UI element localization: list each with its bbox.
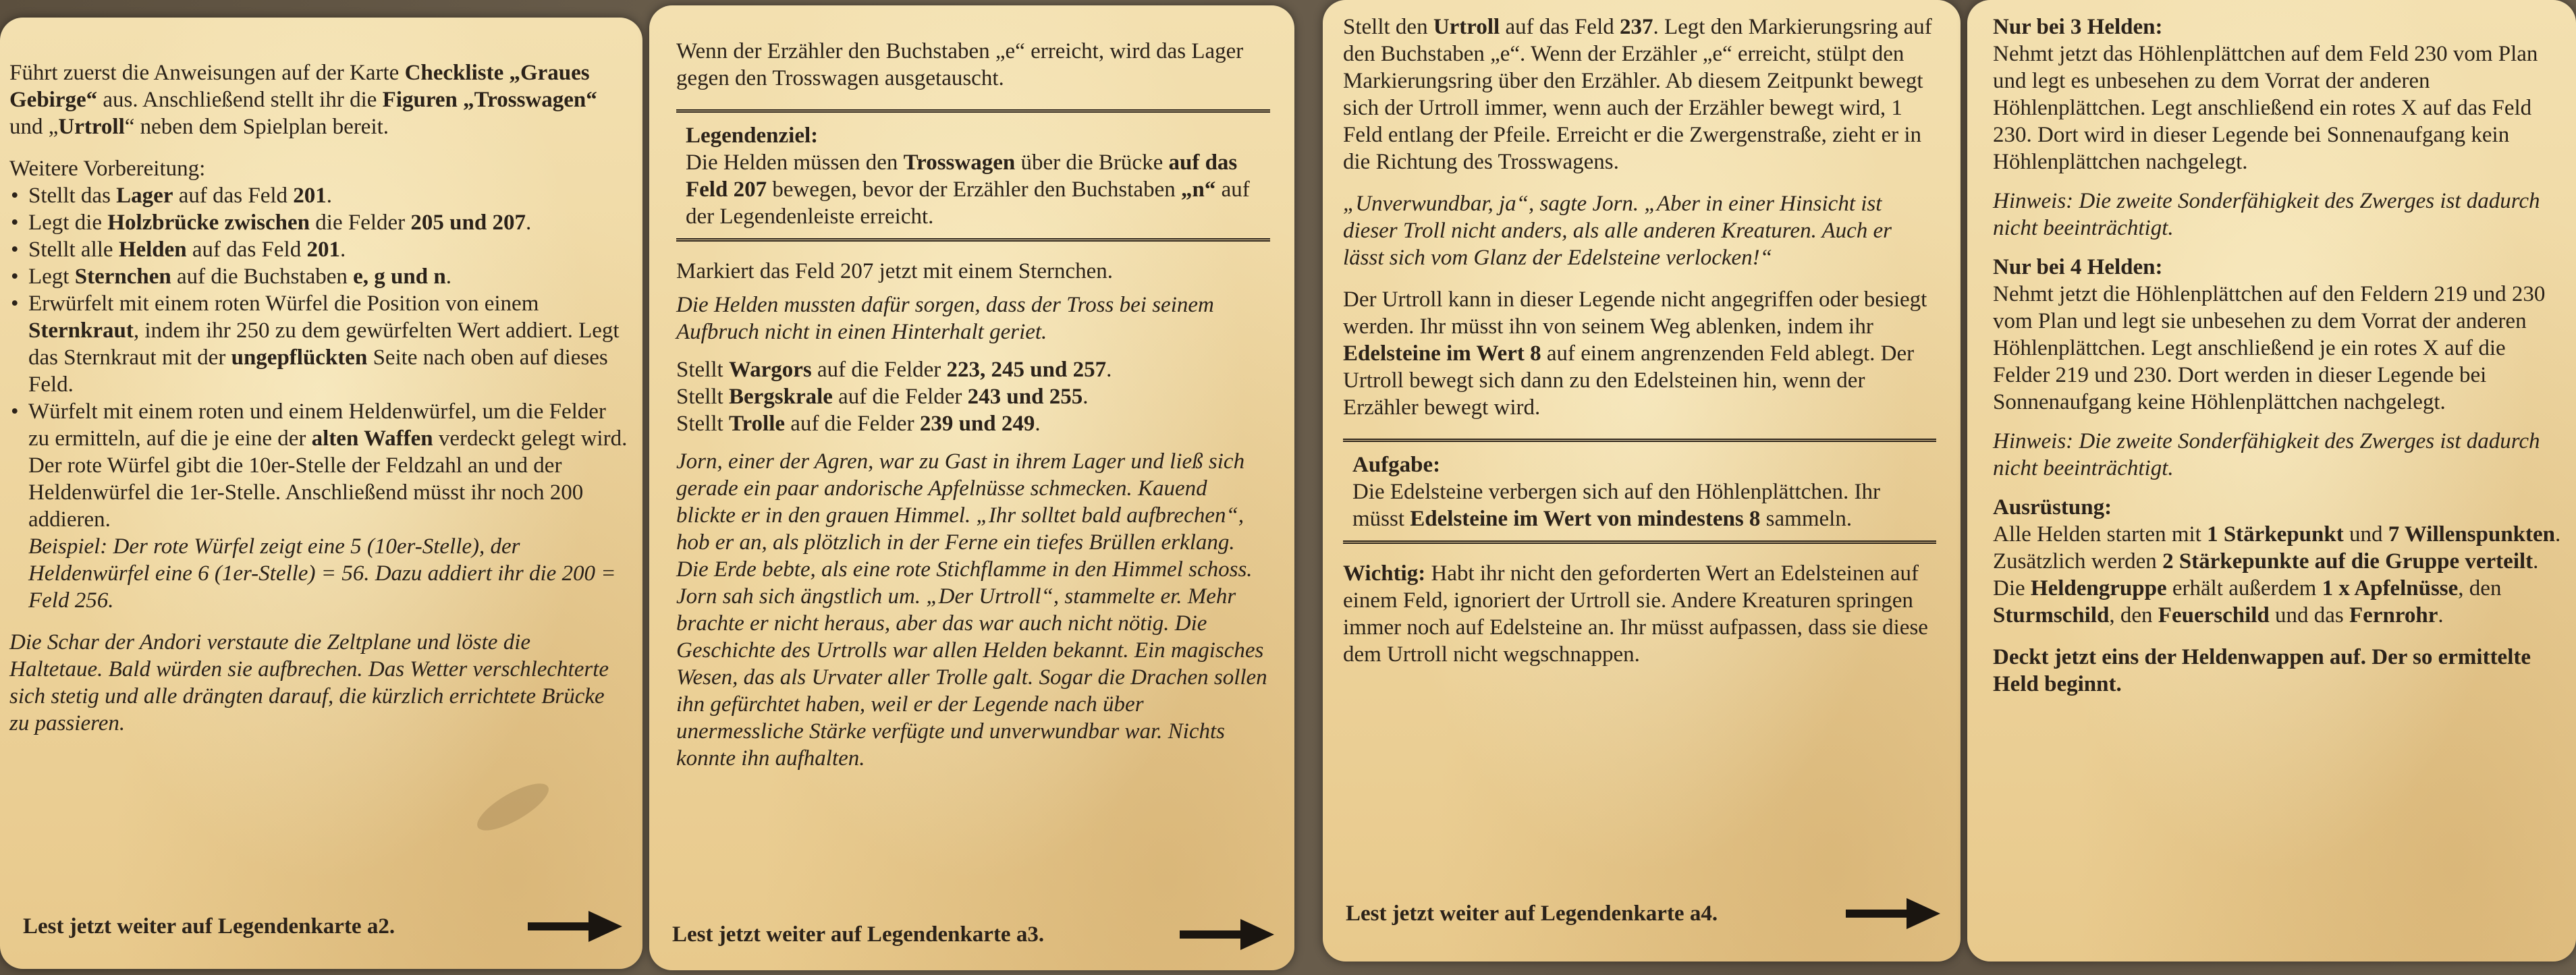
task-box [1343,439,1936,544]
place-line: Stellt Trolle auf die Felder 239 und 249. [676,412,1041,436]
place-line: Stellt Bergskrale auf die Felder 243 und 255. [676,385,1089,409]
four-heroes-heading: Nur bei 4 Helden: [1993,255,2163,279]
legend-card-a3 [1323,0,1961,962]
list-item: • Würfelt mit einem roten und einem Heldenwürfel, um die Felder zu ermitteln, auf die je eine der alten Waffen verdeckt gelegt wird. Der rote Würfel gibt die 10er-Stelle der Feldzahl an und der Heldenwürfel die 1er-Stelle. Anschließend müsst ihr noch 200 addieren. [28,398,629,533]
three-heroes-text: Nehmt jetzt das Höhlenplättchen auf dem Feld 230 vom Plan und legt es unbesehen zu dem Vorrat der anderen Höhlenplättchen. Legt anschließend ein rotes X auf das Feld 230. Dort wird in dieser Legende bei Sonnenaufgang kein Höhlenplättchen nachgelegt. [1993,42,2538,174]
card2-intro: Wenn der Erzähler den Buchstaben „e“ erreicht, wird das Lager gegen den Trosswagen ausgetauscht. [676,39,1244,90]
legend-card-a2 [649,5,1294,970]
card-footer [672,919,1274,950]
start-instruction: Deckt jetzt eins der Heldenwappen auf. Der so ermittelte Held beginnt. [1993,645,2531,696]
story-text: Die Schar der Andori verstaute die Zeltplane und löste die Haltetaue. Bald würden sie aufbrechen. Das Wetter verschlechterte sich stetig und alle drängten darauf, die kürzlich errichtete Brücke zu passieren. [9,630,609,735]
list-item: • Stellt alle Helden auf das Feld 201. [28,236,629,263]
important-text: Wichtig: Habt ihr nicht den geforderten Wert an Edelsteinen auf einem Feld, ignoriert der Urtroll sie. Andere Kreaturen springen immer noch auf Edelsteine an. Ihr müsst aufpassen, dass sie diese dem Urtroll nicht wegschnappen. [1343,561,1928,667]
right-arrow-icon [1846,898,1940,929]
legend-goal-box [676,109,1270,242]
list-item: • Legt die Holzbrücke zwischen die Felder 205 und 207. [28,209,629,236]
task-heading: Aufgabe: [1352,453,1441,477]
italic-text: Die Helden mussten dafür sorgen, dass der Tross bei seinem Aufbruch nicht in einen Hinterhalt geriet. [676,293,1214,344]
wear-mark [471,775,555,839]
task-text: Die Edelsteine verbergen sich auf den Höhlenplättchen. Ihr müsst Edelsteine im Wert von mindestens 8 sammeln. [1352,480,1880,531]
list-item: • Erwürfelt mit einem roten Würfel die Position von einem Sternkraut, indem ihr 250 zu dem gewürfelten Wert addiert. Legt das Sternkraut mit der ungepflückten Seite nach oben auf dieses Feld. [28,290,629,398]
four-heroes-text: Nehmt jetzt die Höhlenplättchen auf den Feldern 219 und 230 vom Plan und legt sie unbesehen zu dem Vorrat der anderen Höhlenplättchen. Legt anschließend je ein rotes X auf die Felder 219 und 230. Dort werden in dieser Legende bei Sonnenaufgang keine Höhlenplättchen nachgelegt. [1993,282,2546,414]
story-text: Jorn, einer der Agren, war zu Gast in ihrem Lager und ließ sich gerade ein paar andorische Apfelnüsse schmecken. Kauend blickte er in den grauen Himmel. „Ihr solltet bald aufbrechen“, hob er an, als plötzlich in der Ferne ein tiefes Brüllen erklang. Die Erde bebte, als eine rote Stichflamme in den Himmel schoss. Jorn sah sich ängstlich um. „Der Urtroll“, stammelte er. Mehr brachte er nicht heraus, aber das war auch nicht nötig. Die Geschichte des Urtrolls war allen Helden bekannt. Ein magisches Wesen, das als Urvater aller Trolle galt. Sogar die Drachen sollen ihn gefürchtet haben, weil er der Legende nach über unermessliche Stärke verfügte und unverwundbar war. Nichts konnte ihn aufhalten. [676,449,1267,771]
card-footer [23,911,622,942]
place-line: Stellt Wargors auf die Felder 223, 245 und 257. [676,358,1112,382]
three-heroes-heading: Nur bei 3 Helden: [1993,15,2163,39]
hint-text: Hinweis: Die zweite Sonderfähigkeit des Zwerges ist dadurch nicht beeinträchtigt. [1993,189,2540,240]
next-card-text: Lest jetzt weiter auf Legendenkarte a2. [23,914,395,939]
goal-text: Die Helden müssen den Trosswagen über die Brücke auf das Feld 207 bewegen, bevor der Erzähler den Buchstaben „n“ auf der Legendenleiste erreicht. [686,150,1250,229]
list-item: • Legt Sternchen auf die Buchstaben e, g und n. [28,263,629,290]
mark-instruction: Markiert das Feld 207 jetzt mit einem Sternchen. [676,259,1113,283]
goal-heading: Legendenziel: [686,123,819,148]
card1-intro: Führt zuerst die Anweisungen auf der Karte Checkliste „Graues Gebirge“ aus. Anschließend stellt ihr die Figuren „Trosswagen“ und „Urtroll“ neben dem Spielplan bereit. [9,61,597,139]
prep-list [9,182,629,533]
rule-text: Der Urtroll kann in dieser Legende nicht angegriffen oder besiegt werden. Ihr müsst ihn von seinem Weg ablenken, indem ihr Edelsteine im Wert 8 auf einem angrenzenden Feld ablegt. Der Urtroll bewegt sich dann zu den Edelsteinen hin, wenn der Erzähler bewegt wird. [1343,287,1927,420]
next-card-text: Lest jetzt weiter auf Legendenkarte a4. [1346,901,1718,926]
hint-text: Hinweis: Die zweite Sonderfähigkeit des Zwerges ist dadurch nicht beeinträchtigt. [1993,429,2540,480]
dice-example: Beispiel: Der rote Würfel zeigt eine 5 (10er-Stelle), der Heldenwürfel eine 6 (1er-Stelle) = 56. Dazu addiert ihr die 200 = Feld 256. [28,534,616,613]
legend-card-a1 [0,18,642,969]
equipment-heading: Ausrüstung: [1993,495,2112,520]
right-arrow-icon [1180,919,1274,950]
next-card-text: Lest jetzt weiter auf Legendenkarte a3. [672,922,1045,947]
prep-heading: Weitere Vorbereitung: [9,157,206,181]
quote-text: „Unverwundbar, ja“, sagte Jorn. „Aber in einer Hinsicht ist dieser Troll nicht anders, als alle anderen Kreaturen. Auch er lässt sich vom Glanz der Edelsteine verlocken!“ [1343,192,1892,270]
equipment-text: Alle Helden starten mit 1 Stärkepunkt und 7 Willenspunkten. Zusätzlich werden 2 Stärkepunkte auf die Gruppe verteilt. Die Heldengruppe erhält außerdem 1 x Apfelnüsse, den Sturmschild, den Feuerschild und das Fernrohr. [1993,522,2561,628]
legend-card-a4 [1967,0,2576,962]
card3-intro: Stellt den Urtroll auf das Feld 237. Legt den Markierungsring auf den Buchstaben „e“. Wenn der Erzähler „e“ erreicht, stülpt den Markierungsring über den Erzähler. Ab diesem Zeitpunkt bewegt sich der Urtroll immer, wenn auch der Erzähler bewegt wird, 1 Feld entlang der Pfeile. Erreicht er die Zwergenstraße, zieht er in die Richtung des Trosswagens. [1343,15,1932,174]
card-footer [1346,898,1940,929]
right-arrow-icon [528,911,622,942]
list-item: • Stellt das Lager auf das Feld 201. [28,182,629,209]
